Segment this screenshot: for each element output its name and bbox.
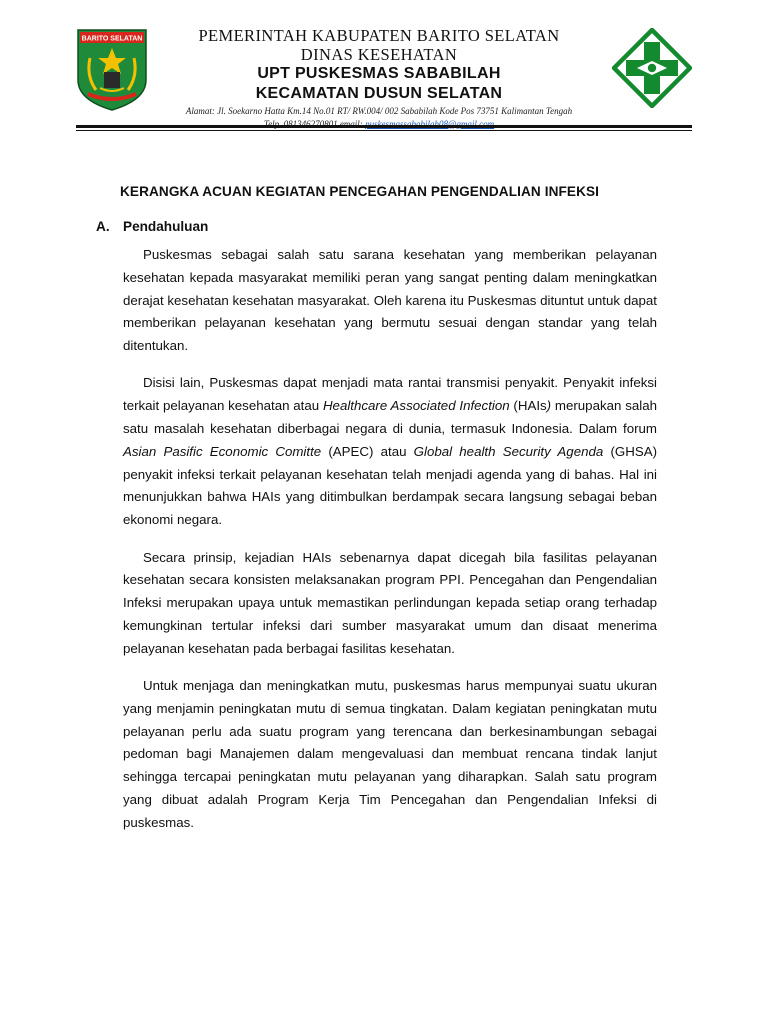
paragraph xyxy=(123,675,657,835)
letterhead-rule-thick xyxy=(76,125,692,128)
puskesmas-name: UPT PUSKESMAS SABABILAH xyxy=(257,65,501,82)
italic-term: Healthcare Associated Infection xyxy=(322,398,510,414)
email-link[interactable]: puskesmassababilah08@gmail.com xyxy=(365,118,495,129)
document-title: KERANGKA ACUAN KEGIATAN PENCEGAHAN PENGENDALIAN INFEKSI xyxy=(120,184,600,199)
paragraph xyxy=(123,372,657,532)
section-number: A. xyxy=(96,219,110,234)
puskesmas-logo xyxy=(612,28,692,108)
phone-text: Telp. 081346270801 email: xyxy=(263,118,363,129)
text-run: Disisi lain, Puskesmas dapat menjadi mata rantai transmisi penyakit. Penyakit infeksi terkait pelayanan kesehatan atau xyxy=(123,375,657,414)
text-run: Untuk menjaga dan meningkatkan mutu, puskesmas harus mempunyai suatu ukuran yang menjamin peningkatan mutu di semua tingkatan. Dalam kegiatan peningkatan mutu pelayanan perlu ada suatu program yang terencana dan berkesinambungan sebagai pedoman bagi Manajemen dalam mengevaluasi dan membuat rencana tindak lanjut sehingga tercapai peningkatan mutu pelayanan yang diharapkan. Salah satu program yang dibuat adalah Program Kerja Tim Pencegahan dan Pengendalian Infeksi di puskesmas. xyxy=(123,678,657,830)
text-run: Puskesmas sebagai salah satu sarana kesehatan yang memberikan pelayanan kesehatan kepada masyarakat memiliki peran yang sangat penting dalam meningkatkan derajat kesehatan kesehatan masyarakat. Oleh karena itu Puskesmas dituntut untuk dapat memberikan pelayanan kesehatan yang bermutu sesuai dengan standar yang telah ditentukan. xyxy=(123,247,657,354)
text-run: (GHSA) penyakit infeksi terkait pelayanan kesehatan telah menjadi agenda yang di bahas. Hal ini menunjukkan bahwa HAIs yang ditimbulkan berdampak secara langsung sebagai beban ekonomi negara. xyxy=(123,443,658,528)
government-name: PEMERINTAH KABUPATEN BARITO SELATAN xyxy=(198,26,560,45)
italic-term: ) xyxy=(546,398,552,414)
barito-selatan-crest-logo xyxy=(76,28,148,112)
italic-term: Global health Security Agenda xyxy=(413,443,604,459)
crest-banner-text: BARITO SELATAN xyxy=(81,35,143,43)
paragraph xyxy=(123,547,657,661)
text-run: (APEC) atau xyxy=(321,443,414,459)
text-run: merupakan salah satu masalah kesehatan diberbagai negara di dunia, termasuk Indonesia. Dalam forum xyxy=(123,398,657,437)
text-run: (HAIs xyxy=(509,398,547,414)
address-line: Alamat: Jl. Soekarno Hatta Km.14 No.01 RT/ RW.004/ 002 Sababilah Kode Pos 73751 Kalimantan Tengah xyxy=(185,106,573,116)
text-run: Secara prinsip, kejadian HAIs sebenarnya dapat dicegah bila fasilitas pelayanan kesehatan secara konsisten melaksanakan program PPI. Pencegahan dan Pengendalian Infeksi merupakan upaya untuk memastikan perlindungan kepada setiap orang terhadap kemungkinan tertular infeksi dari sumber masyarakat umum dan disaat menerima pelayanan kesehatan pada berbagai fasilitas kesehatan. xyxy=(123,549,657,656)
italic-term: Asian Pasific Economic Comitte xyxy=(123,443,322,459)
section-title: Pendahuluan xyxy=(123,219,209,234)
letterhead xyxy=(0,0,768,132)
section-heading xyxy=(96,219,208,234)
letterhead-text xyxy=(150,26,608,129)
district-name: KECAMATAN DUSUN SELATAN xyxy=(255,85,503,102)
paragraph xyxy=(123,244,657,358)
body-text xyxy=(123,244,657,849)
department-name: DINAS KESEHATAN xyxy=(300,45,458,64)
letterhead-rule-thin xyxy=(76,130,692,131)
